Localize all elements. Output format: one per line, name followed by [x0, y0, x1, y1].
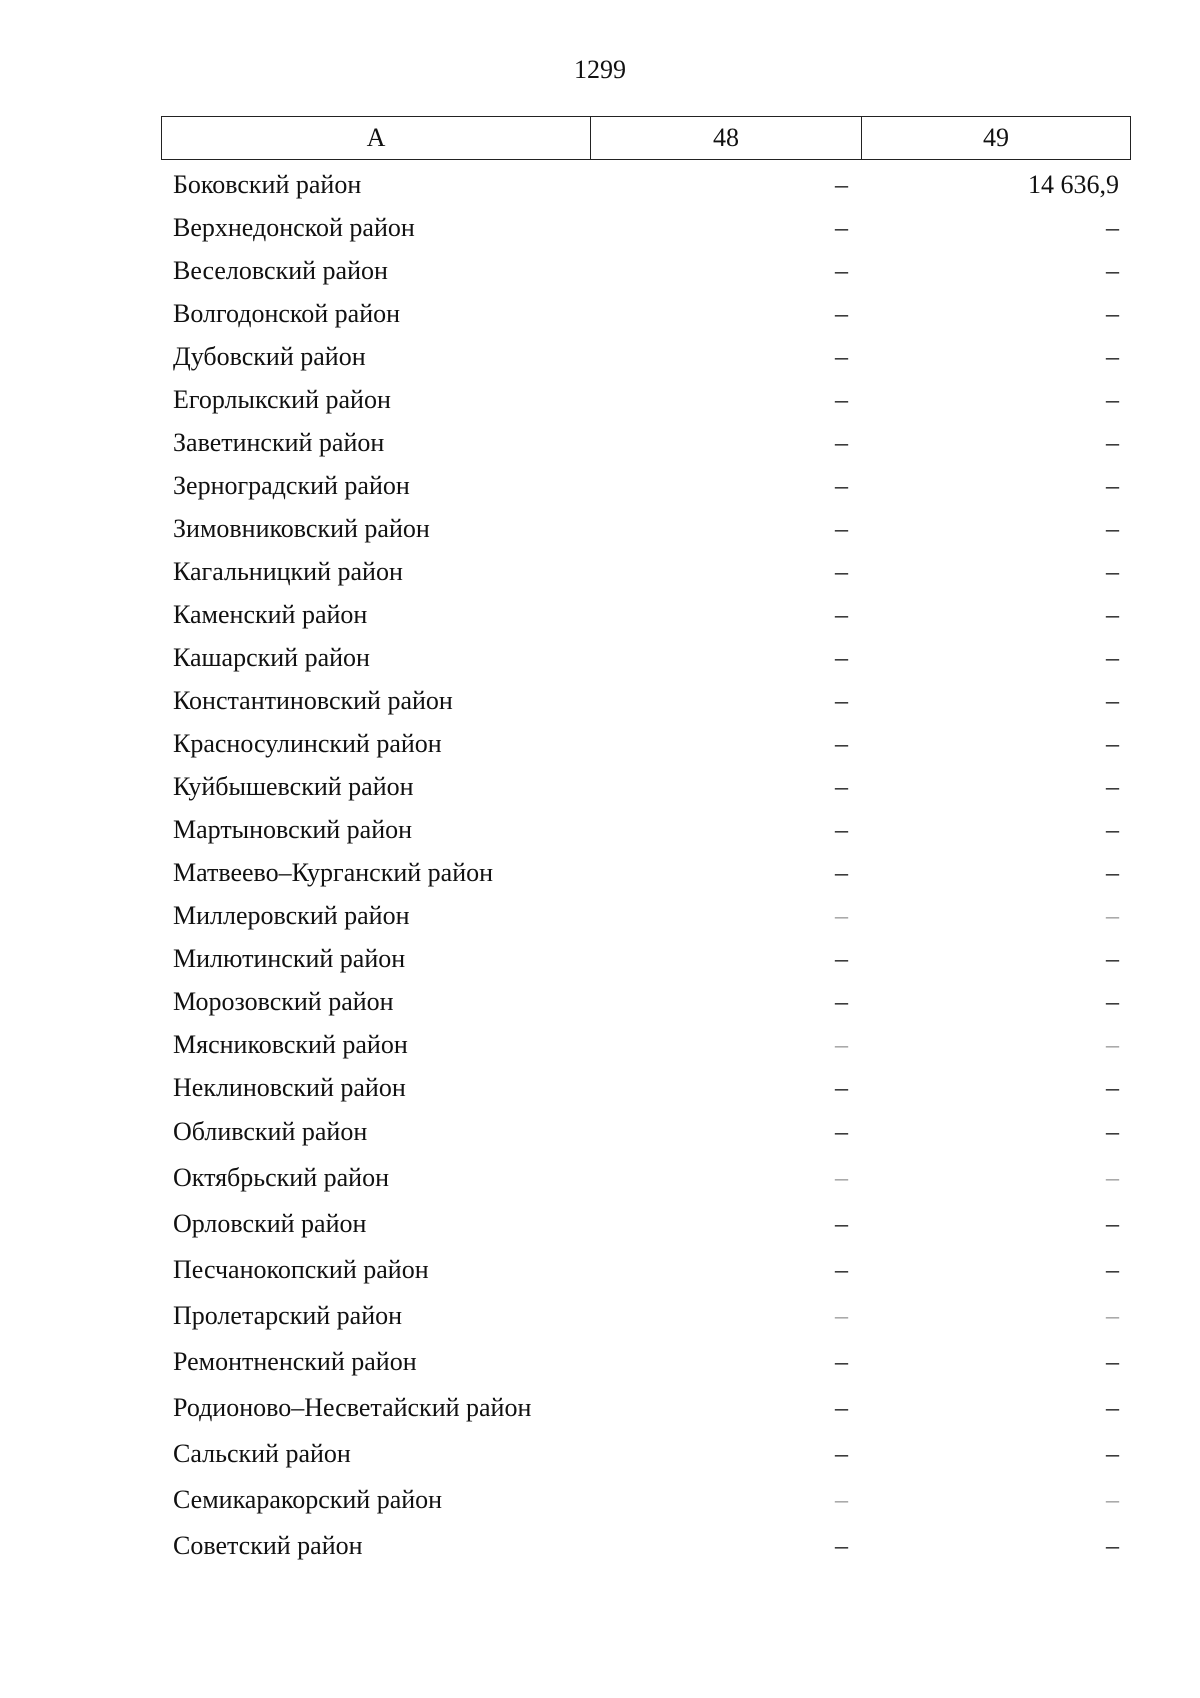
table-row: [161, 1293, 1131, 1339]
table-row: [161, 1201, 1131, 1247]
value-col-49: –: [1106, 643, 1119, 672]
district-name: Веселовский район: [173, 256, 388, 285]
table-row: [161, 1023, 1131, 1066]
value-col-49: –: [1106, 1030, 1119, 1059]
value-col-49: –: [1106, 471, 1119, 500]
table-row: [161, 851, 1131, 894]
table-row: [161, 1523, 1131, 1569]
table-row: [161, 1109, 1131, 1155]
value-col-48: –: [835, 1030, 848, 1059]
value-col-48: –: [835, 557, 848, 586]
district-name: Куйбышевский район: [173, 772, 414, 801]
table-row: [161, 679, 1131, 722]
value-col-48: –: [835, 1255, 848, 1284]
value-col-49: –: [1106, 772, 1119, 801]
table-row: [161, 507, 1131, 550]
value-col-48: –: [835, 256, 848, 285]
value-col-48: –: [835, 471, 848, 500]
value-col-48: –: [835, 1439, 848, 1468]
table-row: [161, 249, 1131, 292]
table-row: [161, 894, 1131, 937]
table-row: [161, 335, 1131, 378]
table-row: [161, 1385, 1131, 1431]
table-row: [161, 1431, 1131, 1477]
district-name: Кагальницкий район: [173, 557, 403, 586]
district-name: Обливский район: [173, 1117, 368, 1146]
table-row: [161, 636, 1131, 679]
value-col-49: –: [1106, 987, 1119, 1016]
value-col-49: –: [1106, 428, 1119, 457]
district-name: Неклиновский район: [173, 1073, 406, 1102]
table-row: [161, 1155, 1131, 1201]
value-col-49: –: [1106, 901, 1119, 930]
table-row: [161, 550, 1131, 593]
value-col-49: –: [1106, 1531, 1119, 1560]
value-col-49: –: [1106, 1485, 1119, 1514]
table-row: [161, 593, 1131, 636]
value-col-48: –: [835, 428, 848, 457]
value-col-48: –: [835, 514, 848, 543]
value-col-49: –: [1106, 1439, 1119, 1468]
table-row: [161, 292, 1131, 335]
district-name: Орловский район: [173, 1209, 367, 1238]
district-name: Сальский район: [173, 1439, 351, 1468]
header-col-49: 49: [983, 123, 1009, 152]
value-col-49: –: [1106, 1073, 1119, 1102]
district-name: Егорлыкский район: [173, 385, 391, 414]
value-col-48: –: [835, 385, 848, 414]
value-col-49: –: [1106, 729, 1119, 758]
value-col-49: –: [1106, 342, 1119, 371]
district-name: Верхнедонской район: [173, 213, 415, 242]
table-header: [161, 116, 1131, 160]
table-row: [161, 980, 1131, 1023]
value-col-48: –: [835, 170, 848, 199]
district-name: Ремонтненский район: [173, 1347, 417, 1376]
value-col-49: –: [1106, 600, 1119, 629]
table-row: [161, 808, 1131, 851]
table-row: [161, 722, 1131, 765]
value-col-48: –: [835, 815, 848, 844]
value-col-49: –: [1106, 1209, 1119, 1238]
value-col-48: –: [835, 987, 848, 1016]
value-col-48: –: [835, 1209, 848, 1238]
value-col-48: –: [835, 729, 848, 758]
district-name: Миллеровский район: [173, 901, 410, 930]
value-col-49: –: [1106, 1301, 1119, 1330]
table-row: [161, 163, 1131, 206]
value-col-48: –: [835, 901, 848, 930]
district-name: Каменский район: [173, 600, 368, 629]
value-col-49: –: [1106, 944, 1119, 973]
table-row: [161, 378, 1131, 421]
value-col-48: –: [835, 858, 848, 887]
table-row: [161, 1339, 1131, 1385]
district-name: Мясниковский район: [173, 1030, 408, 1059]
value-col-49: –: [1106, 1255, 1119, 1284]
value-col-49: –: [1106, 1393, 1119, 1422]
table-row: [161, 464, 1131, 507]
value-col-49: 14 636,9: [1028, 170, 1119, 199]
value-col-49: –: [1106, 1163, 1119, 1192]
value-col-49: –: [1106, 299, 1119, 328]
district-name: Зерноградский район: [173, 471, 410, 500]
page-number: 1299: [574, 55, 626, 84]
value-col-48: –: [835, 1393, 848, 1422]
district-name: Родионово–Несветайский район: [173, 1393, 532, 1422]
table-row: [161, 765, 1131, 808]
value-col-48: –: [835, 600, 848, 629]
value-col-49: –: [1106, 858, 1119, 887]
district-name: Боковский район: [173, 170, 362, 199]
value-col-48: –: [835, 643, 848, 672]
district-name: Волгодонской район: [173, 299, 401, 328]
table-row: [161, 937, 1131, 980]
table-row: [161, 206, 1131, 249]
value-col-49: –: [1106, 213, 1119, 242]
value-col-48: –: [835, 213, 848, 242]
value-col-49: –: [1106, 1117, 1119, 1146]
value-col-48: –: [835, 299, 848, 328]
table-row: [161, 421, 1131, 464]
district-name: Мартыновский район: [173, 815, 413, 844]
district-name: Морозовский район: [173, 987, 394, 1016]
value-col-48: –: [835, 1163, 848, 1192]
table-row: [161, 1247, 1131, 1293]
district-name: Заветинский район: [173, 428, 385, 457]
table-row: [161, 1066, 1131, 1109]
header-col-a: А: [162, 117, 591, 159]
value-col-48: –: [835, 1073, 848, 1102]
table-body: [161, 163, 1131, 1569]
district-name: Октябрьский район: [173, 1163, 389, 1192]
district-name: Константиновский район: [173, 686, 453, 715]
value-col-48: –: [835, 686, 848, 715]
value-col-48: –: [835, 1485, 848, 1514]
value-col-48: –: [835, 1347, 848, 1376]
value-col-49: –: [1106, 557, 1119, 586]
district-name: Красносулинский район: [173, 729, 442, 758]
district-name: Советский район: [173, 1531, 363, 1560]
value-col-49: –: [1106, 815, 1119, 844]
district-name: Кашарский район: [173, 643, 370, 672]
value-col-48: –: [835, 1301, 848, 1330]
value-col-49: –: [1106, 686, 1119, 715]
value-col-48: –: [835, 772, 848, 801]
district-name: Семикаракорский район: [173, 1485, 443, 1514]
district-name: Милютинский район: [173, 944, 406, 973]
district-name: Матвеево–Курганский район: [173, 858, 494, 887]
value-col-49: –: [1106, 514, 1119, 543]
value-col-48: –: [835, 1117, 848, 1146]
value-col-48: –: [835, 944, 848, 973]
district-name: Дубовский район: [173, 342, 366, 371]
header-col-48: 48: [591, 117, 862, 159]
district-name: Пролетарский район: [173, 1301, 403, 1330]
value-col-48: –: [835, 342, 848, 371]
district-name: Зимовниковский район: [173, 514, 430, 543]
value-col-48: –: [835, 1531, 848, 1560]
table-row: [161, 1477, 1131, 1523]
district-name: Песчанокопский район: [173, 1255, 429, 1284]
value-col-49: –: [1106, 256, 1119, 285]
value-col-49: –: [1106, 385, 1119, 414]
value-col-49: –: [1106, 1347, 1119, 1376]
